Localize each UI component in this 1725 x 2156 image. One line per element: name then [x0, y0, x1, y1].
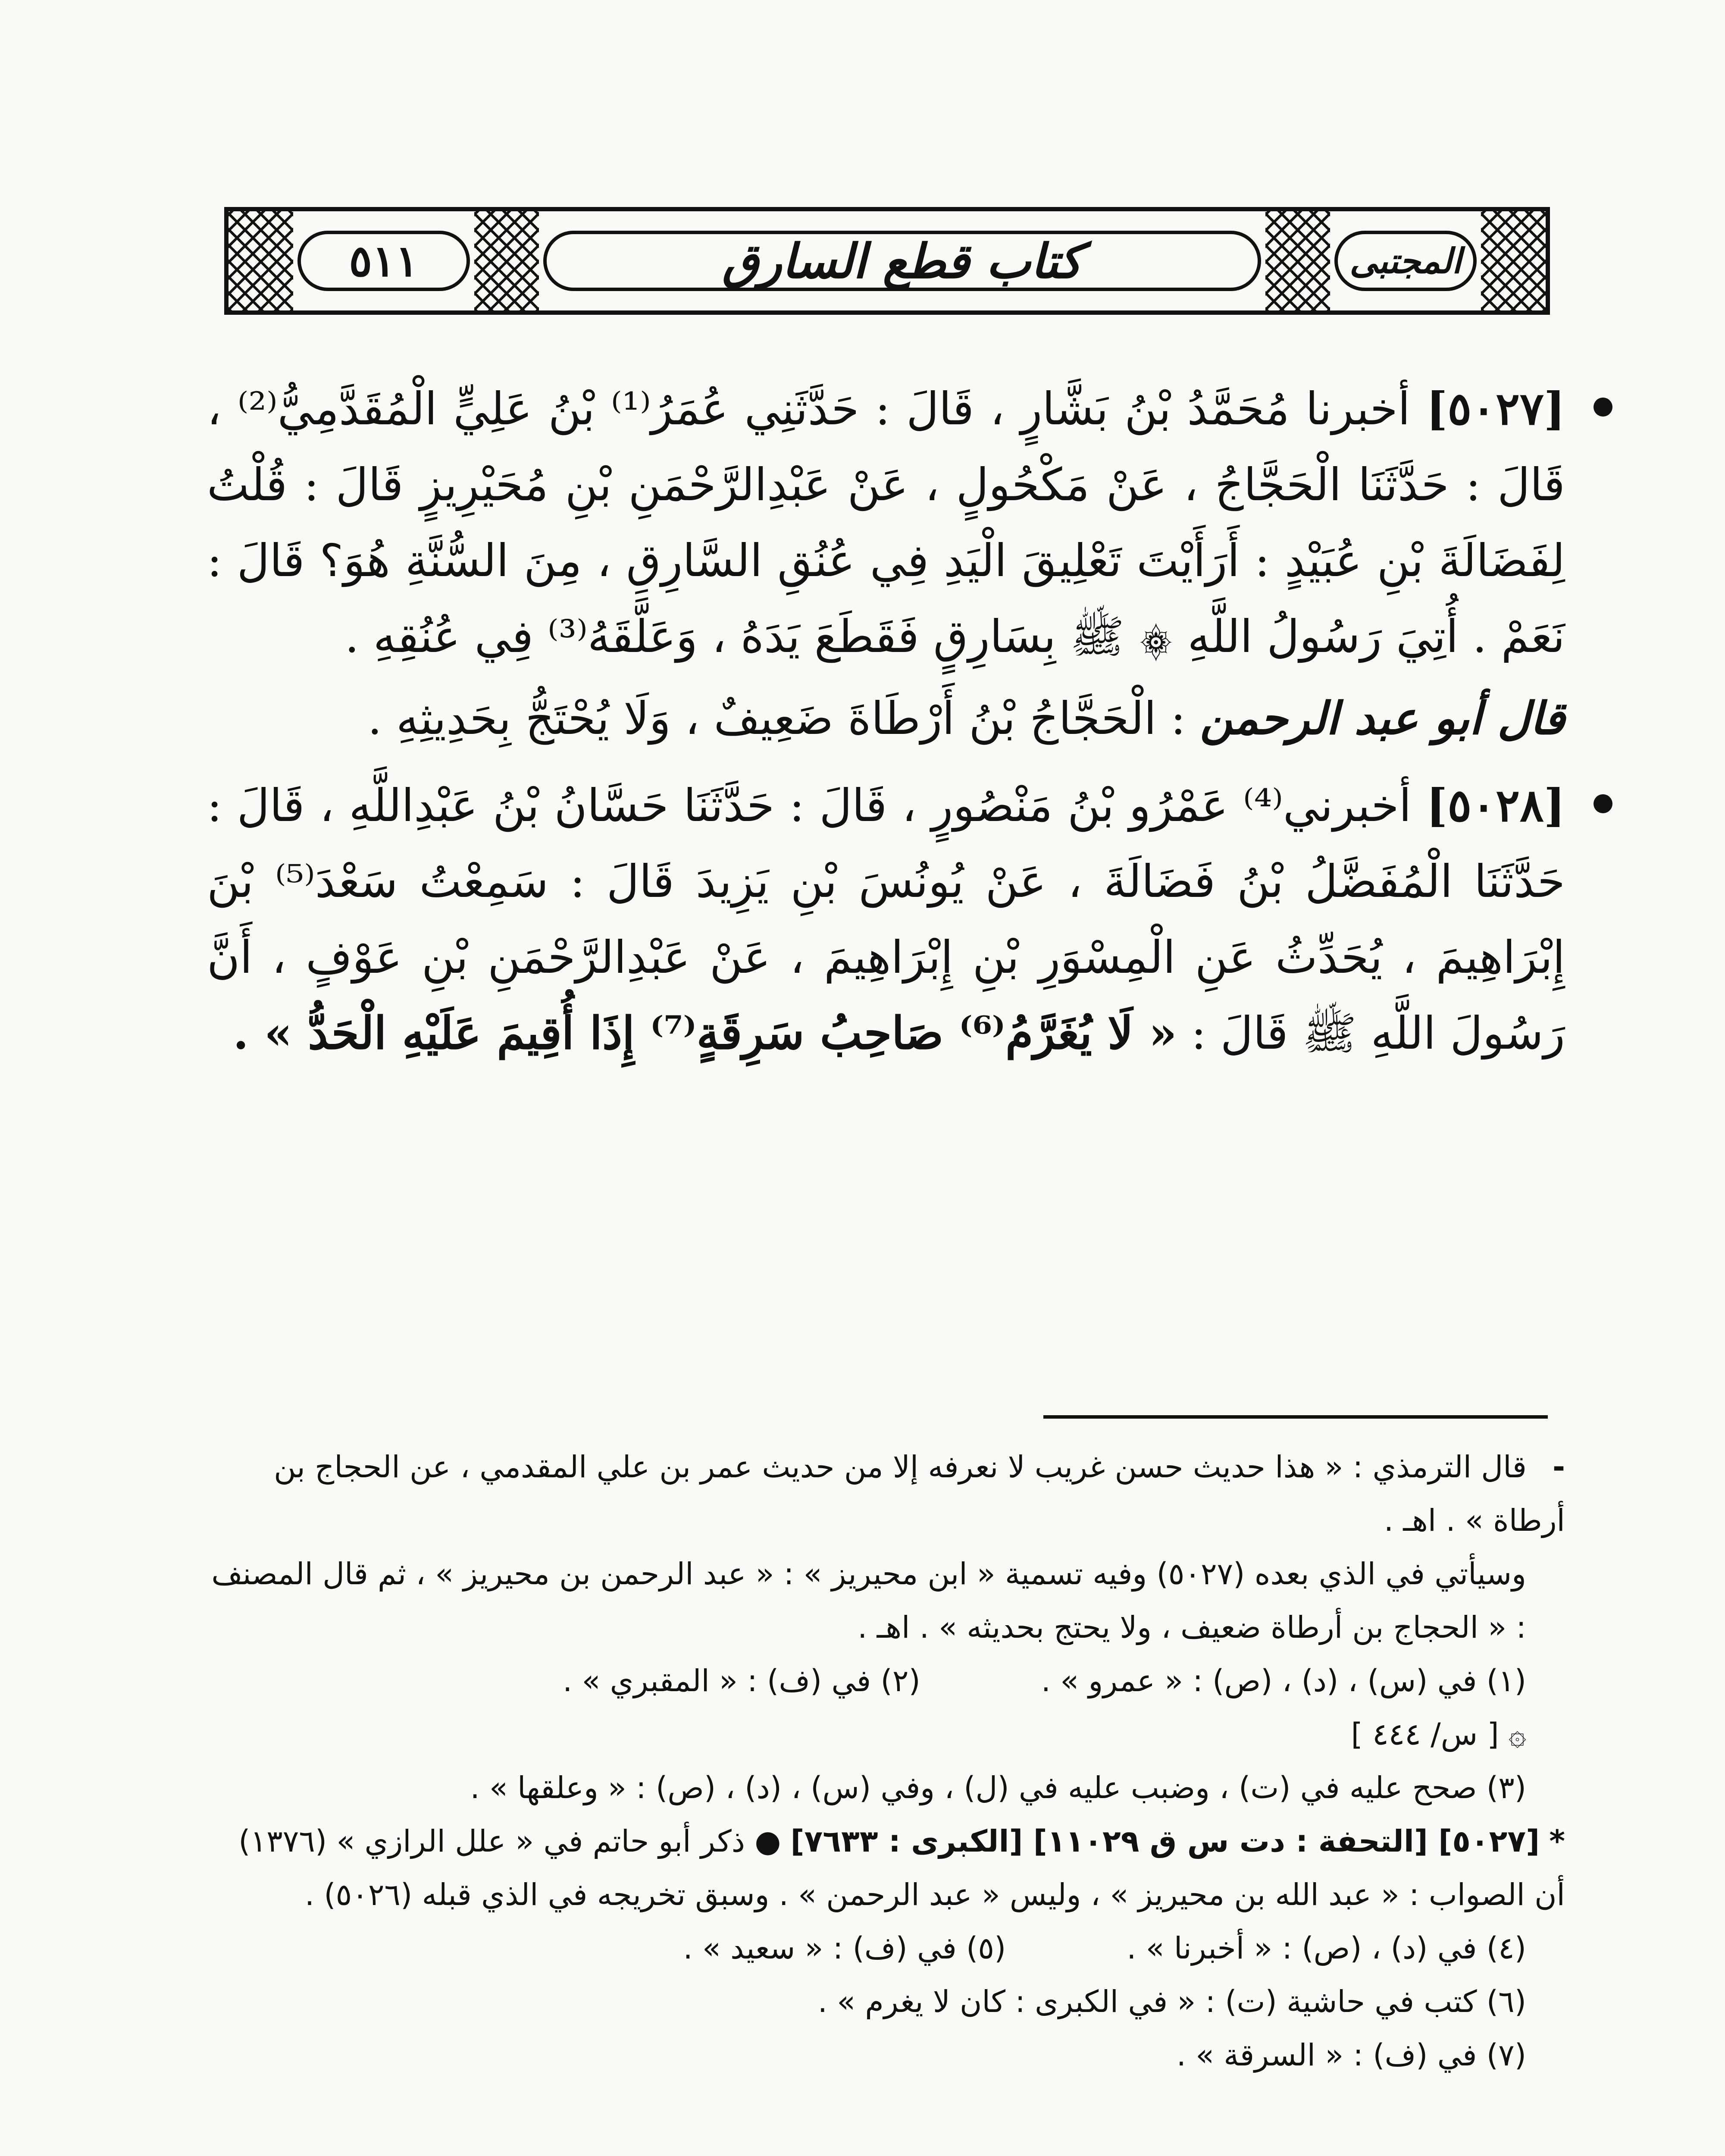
hadith-text: أخبرنا مُحَمَّدُ بْنُ بَشَّارٍ ، قَالَ : حَدَّثَنِي عُمَرُ⁽¹⁾ بْنُ عَلِيٍّ الْمُقَدَّمِيُّ⁽²⁾ ، قَالَ : حَدَّثَنَا الْحَجَّاجُ ، عَنْ مَكْحُولٍ ، عَنْ عَبْدِالرَّحْمَنِ بْنِ مُحَيْرِيزٍ قَالَ : قُلْتُ لِفَضَالَةَ بْنِ عُبَيْدٍ : أَرَأَيْتَ تَعْلِيقَ الْيَدِ فِي عُنُقِ السَّارِقِ ، مِنَ السُّنَّةِ هُوَ؟ قَالَ : نَعَمْ . أُتِيَ رَسُولُ اللَّهِ ۞ ﷺ بِسَارِقٍ فَقَطَعَ يَدَهُ ، وَعَلَّقَهُ⁽³⁾ فِي عُنُقِهِ .	[207, 382, 1565, 663]
footnotes	[207, 1440, 1565, 2082]
ornament-left	[229, 211, 293, 310]
ornament-center-right	[1265, 211, 1330, 310]
ornament-center-left	[474, 211, 539, 310]
page-number: ٥١١	[349, 235, 419, 286]
asterisk-icon: *	[1549, 1824, 1565, 1859]
hadith-number: [٥٠٢٨]	[1426, 779, 1565, 832]
page-reference: ۞ [ س/ ٤٤٤ ]	[1351, 1717, 1526, 1752]
footnote-tirmidhi	[207, 1440, 1565, 1547]
bullet-icon	[1594, 398, 1612, 417]
hadith-5027	[207, 371, 1565, 674]
footnote-text: قال الترمذي : « هذا حديث حسن غريب لا نعرفه إلا من حديث عمر بن علي المقدمي ، عن الحجاج بن أرطاة » . اهـ .	[274, 1449, 1565, 1538]
series-title-cartouche	[1334, 231, 1477, 291]
page-number-cartouche	[297, 231, 470, 291]
tahqiq-text: ● ذكر أبو حاتم في « علل الرازي » (١٣٧٦) أن الصواب : « عبد الله بن محيريز » ، وليس « عبد الرحمن » . وسبق تخريجه في الذي قبله (٥٠٢٦) .	[238, 1824, 1565, 1912]
hadith-matn: « لَا يُغَرَّمُ⁽⁶⁾ صَاحِبُ سَرِقَةٍ⁽⁷⁾ إِذَا أُقِيمَ عَلَيْهِ الْحَدُّ » .	[233, 1006, 1177, 1059]
tahqiq-label: [٥٠٢٧] [التحفة : دت س ق ١١٠٢٩] [الكبرى : ٧٦٣٣]	[790, 1824, 1540, 1859]
footnote-2: (٢) في (ف) : « المقبري » .	[563, 1663, 920, 1698]
remark-text: : الْحَجَّاجُ بْنُ أَرْطَاةَ ضَعِيفٌ ، وَلَا يُحْتَجُّ بِحَدِيثِهِ .	[367, 692, 1186, 745]
hadith-5028	[207, 768, 1565, 1071]
footnote-7: (٧) في (ف) : « السرقة » .	[1176, 2037, 1526, 2073]
footnote-4: (٤) في (د) ، (ص) : « أخبرنا » .	[1127, 1930, 1526, 1966]
footnote-1-2	[207, 1654, 1565, 1708]
footnote-6: (٦) كتب في حاشية (ت) : « في الكبرى : كان لا يغرم » .	[817, 1984, 1526, 2019]
main-text	[207, 371, 1565, 1071]
series-title: المجتبى	[1349, 241, 1462, 281]
footnote-1: (١) في (س) ، (د) ، (ص) : « عمرو » .	[1041, 1663, 1526, 1698]
hadith-number: [٥٠٢٧]	[1426, 382, 1565, 435]
footnote-5: (٥) في (ف) : « سعيد » .	[683, 1930, 1006, 1966]
book-title-cartouche	[543, 231, 1261, 291]
hadith-text: أخبرني⁽⁴⁾ عَمْرُو بْنُ مَنْصُورٍ ، قَالَ : حَدَّثَنَا حَسَّانُ بْنُ عَبْدِاللَّهِ ، قَالَ : حَدَّثَنَا الْمُفَضَّلُ بْنُ فَضَالَةَ ، عَنْ يُونُسَ بْنِ يَزِيدَ قَالَ : سَمِعْتُ سَعْدَ⁽⁵⁾ بْنَ إِبْرَاهِيمَ ، يُحَدِّثُ عَنِ الْمِسْوَرِ بْنِ إِبْرَاهِيمَ ، عَنْ عَبْدِالرَّحْمَنِ بْنِ عَوْفٍ ، أَنَّ رَسُولَ اللَّهِ ﷺ قَالَ :	[207, 779, 1565, 1059]
footnote-divider	[1043, 1415, 1548, 1419]
footnote-3: (٣) صحح عليه في (ت) ، وضبب عليه في (ل) ، وفي (س) ، (د) ، (ص) : « وعلقها » .	[470, 1770, 1526, 1805]
footnote-continuation: وسيأتي في الذي بعده (٥٠٢٧) وفيه تسمية « ابن محيريز » : « عبد الرحمن بن محيريز » ، ثم قال المصنف : « الحجاج بن أرطاة ضعيف ، ولا يحتج بحديثه » . اهـ .	[211, 1556, 1526, 1645]
book-title: كتاب قطع السارق	[722, 233, 1082, 289]
bullet-icon	[1594, 794, 1612, 813]
dash-marker: -	[1552, 1449, 1565, 1485]
remark-label: قال أبو عبد الرحمن	[1200, 692, 1565, 745]
author-remark	[207, 680, 1565, 756]
footnote-4-5	[207, 1921, 1565, 1975]
ornament-right	[1481, 211, 1546, 310]
page-header	[224, 207, 1550, 315]
tahqiq-note	[207, 1814, 1565, 1921]
